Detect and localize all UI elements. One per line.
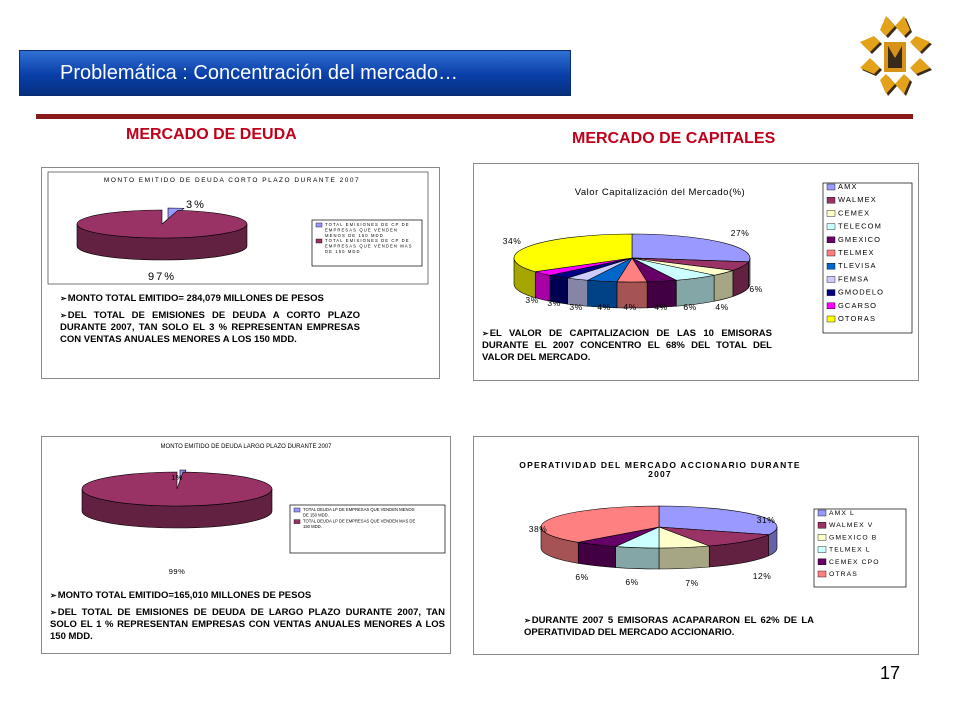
legend-label: TELECOM	[838, 221, 882, 231]
pie-data-label: 4%	[597, 302, 611, 312]
legend-swatch	[818, 571, 826, 577]
pie-slice-side	[659, 546, 709, 569]
pie-data-label: 7%	[685, 578, 699, 588]
legend-swatch	[316, 223, 322, 227]
pie-data-label: 12%	[752, 571, 772, 581]
legend-swatch	[827, 316, 835, 322]
capitalization-notes	[482, 328, 772, 369]
section-heading-debt: MERCADO DE DEUDA	[126, 126, 297, 143]
legend-label: GCARSO	[838, 300, 878, 310]
legend-label: TOTAL DEUDA LP DE EMPRESAS QUE VENDEN MENOS DE 150 MDD.	[303, 507, 415, 518]
legend-label: TOTAL EMISIONES DE CP DE EMPRESAS QUE VENDEN MENOS DE 150 MDD	[325, 222, 410, 238]
pie-data-label: 31%	[756, 515, 776, 525]
debt-long-term-panel	[41, 436, 451, 654]
legend-label: CEMEX CPO	[829, 558, 880, 566]
legend-label: FEMSA	[838, 274, 870, 284]
pie-data-label: 3%	[525, 295, 539, 305]
bullet-item: ➢DEL TOTAL DE EMISIONES DE DEUDA A CORTO PLAZO DURANTE 2007, TAN SOLO EL 3 % REPRESENTAN EMPRESAS CON VENTAS ANUALES MENORES A LOS 150 MDD.	[60, 310, 360, 345]
slide-title: Problemática : Concentración del mercado…	[60, 62, 458, 84]
operativity-notes	[524, 615, 814, 644]
legend-swatch	[818, 522, 826, 528]
pie-data-label: 6%	[575, 572, 589, 582]
chart-title: MONTO EMITIDO DE DEUDA CORTO PLAZO DURANTE 2007	[103, 177, 361, 184]
legend-label: WALMEX V	[829, 522, 874, 530]
slide-title-bar	[19, 50, 571, 96]
pie-data-label: 6%	[625, 577, 639, 587]
legend-label: GMEXICO	[838, 234, 882, 244]
legend-swatch	[818, 534, 826, 540]
pie-data-label: 4%	[654, 302, 668, 312]
chart-title: MONTO EMITIDO DE DEUDA LARGO PLAZO DURANTE 2007	[160, 444, 332, 450]
legend-swatch	[827, 197, 835, 203]
pie-data-label: 4%	[623, 302, 637, 312]
pie-data-label: 34%	[502, 236, 522, 246]
pie-data-label: 3%	[186, 199, 206, 211]
pie-slice	[77, 210, 247, 238]
chart-title: OPERATIVIDAD DEL MERCADO ACCIONARIO DURANTE 2007	[519, 460, 801, 479]
legend-swatch	[827, 290, 835, 296]
legend-swatch	[827, 250, 835, 256]
legend-swatch	[818, 559, 826, 565]
legend-label: AMX L	[829, 510, 855, 517]
pie-data-label: 3%	[569, 302, 583, 312]
pie-slice	[632, 234, 750, 262]
bullet-item: ➢DURANTE 2007 5 EMISORAS ACAPARARON EL 62% DE LA OPERATIVIDAD DEL MERCADO ACCIONARIO.	[524, 615, 814, 638]
pie-data-label: 1%	[171, 473, 183, 482]
legend-swatch	[316, 239, 322, 243]
legend-swatch	[294, 508, 300, 512]
legend-label: OTORAS	[838, 314, 877, 323]
legend-swatch	[827, 184, 835, 190]
legend-swatch	[827, 237, 835, 243]
page-number: 17	[880, 663, 901, 683]
legend-label: TOTAL DEUDA LP DE EMPRESAS QUE VENDEN MAS DE 150 MDD.	[303, 518, 416, 529]
bullet-item: ➢EL VALOR DE CAPITALIZACION DE LAS 10 EMISORAS DURANTE EL 2007 CONCENTRO EL 68% DEL TOTAL DEL VALOR DEL MERCADO.	[482, 328, 772, 363]
legend-label: CEMEX	[838, 208, 871, 218]
pie-data-label: 99%	[168, 567, 186, 576]
legend-label: AMX	[838, 182, 858, 191]
legend-label: GMEXICO B	[829, 534, 878, 542]
pie-data-label: 38%	[528, 524, 548, 534]
legend-label: TLEVISA	[838, 261, 877, 271]
section-heading-capital: MERCADO DE CAPITALES	[572, 130, 776, 147]
legend-swatch	[827, 303, 835, 309]
pie-data-label: 4%	[715, 302, 729, 312]
pie-data-label: 97%	[147, 271, 177, 283]
title-divider	[36, 114, 913, 119]
legend-swatch	[827, 224, 835, 230]
legend-swatch	[294, 520, 300, 524]
pie-slice-side	[714, 270, 733, 301]
legend-label: TELMEX	[838, 248, 875, 257]
pie-data-label: 27%	[730, 228, 750, 238]
legend-label: TELMEX L	[829, 546, 871, 554]
pie-data-label: 6%	[749, 284, 763, 294]
pie-data-label: 6%	[683, 302, 697, 312]
chart-title: Valor Capitalización del Mercado(%)	[574, 187, 746, 198]
bullet-item: ➢MONTO TOTAL EMITIDO= 284,079 MILLONES DE PESOS	[60, 293, 324, 304]
institution-logo-icon	[858, 14, 936, 100]
debt-short-term-panel	[41, 167, 440, 379]
legend-swatch	[827, 263, 835, 269]
pie-slice-side	[616, 547, 659, 569]
legend-label: WALMEX	[838, 195, 877, 205]
legend-label: GMODELO	[838, 287, 885, 297]
legend-swatch	[818, 510, 826, 516]
debt-long-term-notes	[50, 590, 445, 648]
capitalization-panel	[473, 163, 919, 381]
debt-short-term-notes	[60, 293, 360, 351]
legend-label: OTRAS	[829, 571, 858, 578]
legend-swatch	[827, 210, 835, 216]
operativity-panel	[473, 436, 919, 655]
legend-swatch	[818, 547, 826, 553]
bullet-item: ➢DEL TOTAL DE EMISIONES DE DEUDA DE LARGO PLAZO DURANTE 2007, TAN SOLO EL 1 % REPRESENTAN EMPRESAS CON VENTAS ANUALES MENORES A LOS 150 MDD.	[50, 607, 445, 642]
bullet-item: ➢MONTO TOTAL EMITIDO=165,010 MILLONES DE PESOS	[50, 590, 312, 601]
pie-data-label: 3%	[547, 298, 561, 308]
chart-legend	[823, 183, 912, 333]
legend-swatch	[827, 276, 835, 282]
legend-label: TOTAL EMISIONES DE CP DE EMPRESAS QUE VENDEN MAS DE 150 MDD	[325, 238, 413, 254]
